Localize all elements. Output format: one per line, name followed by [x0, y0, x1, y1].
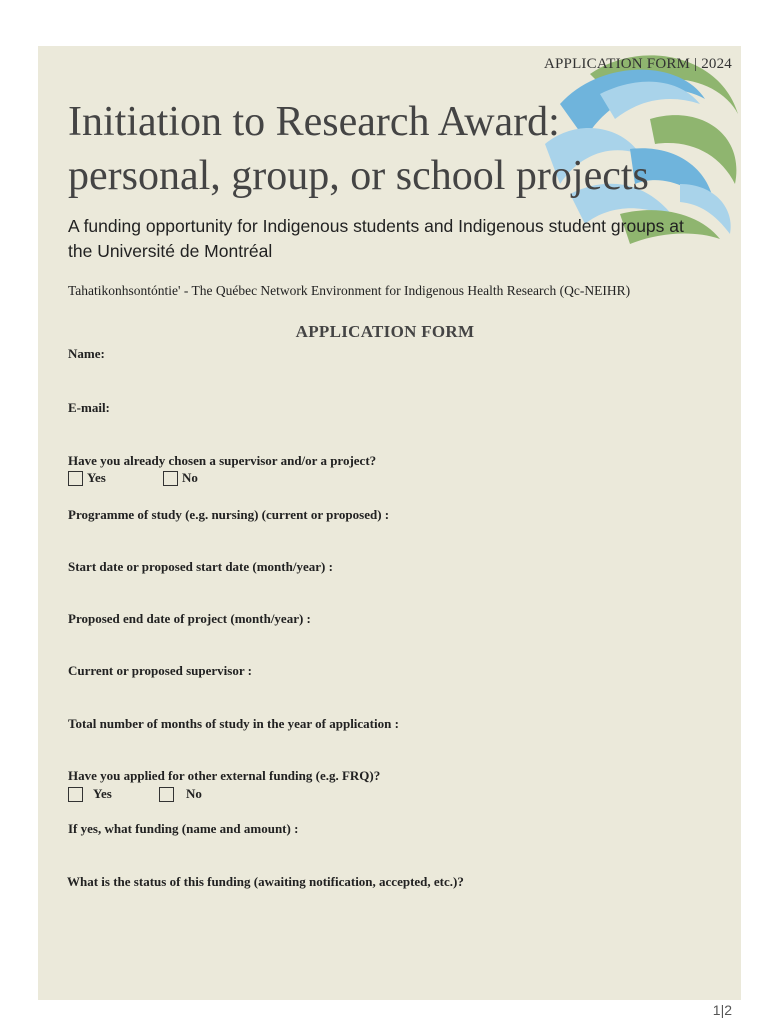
external-yes-label: Yes — [93, 786, 112, 801]
supervisor-no-checkbox[interactable] — [163, 470, 198, 486]
supervisor-yes-checkbox[interactable] — [68, 470, 106, 486]
page-number: 1|2 — [712, 1002, 732, 1018]
email-field[interactable]: E-mail: — [68, 400, 110, 415]
programme-field[interactable]: Programme of study (e.g. nursing) (current or proposed) : — [68, 507, 390, 522]
checkbox-icon[interactable] — [163, 471, 178, 486]
header-tag: APPLICATION FORM | 2024 — [543, 56, 732, 72]
network-name: Tahatikonhsontóntie' - The Québec Network Environment for Indigenous Health Research (Qc-NEIHR) — [68, 283, 631, 298]
form-heading: APPLICATION FORM — [295, 322, 475, 341]
external-funding-question: Have you applied for other external funding (e.g. FRQ)? — [68, 768, 381, 783]
title-line-2: personal, group, or school projects — [68, 153, 649, 199]
name-field[interactable]: Name: — [68, 346, 105, 361]
months-field[interactable]: Total number of months of study in the year of application : — [68, 716, 399, 731]
checkbox-icon[interactable] — [68, 471, 83, 486]
external-yes-checkbox[interactable] — [68, 786, 112, 802]
end-date-field[interactable]: Proposed end date of project (month/year) : — [68, 611, 311, 626]
checkbox-icon[interactable] — [159, 787, 174, 802]
external-no-checkbox[interactable] — [159, 786, 202, 802]
supervisor-no-label: No — [182, 470, 198, 485]
supervisor-field[interactable]: Current or proposed supervisor : — [68, 663, 252, 678]
external-no-label: No — [186, 786, 202, 801]
funding-status-field[interactable]: What is the status of this funding (awaiting notification, accepted, etc.)? — [67, 874, 464, 889]
supervisor-yes-label: Yes — [87, 470, 106, 485]
page-title — [68, 95, 649, 203]
start-date-field[interactable]: Start date or proposed start date (month/year) : — [68, 559, 333, 574]
checkbox-icon[interactable] — [68, 787, 83, 802]
subtitle: A funding opportunity for Indigenous students and Indigenous student groups at the Université de Montréal — [68, 216, 684, 261]
supervisor-question: Have you already chosen a supervisor and/or a project? — [68, 453, 377, 468]
title-line-1: Initiation to Research Award: — [68, 99, 560, 145]
funding-field[interactable]: If yes, what funding (name and amount) : — [68, 821, 299, 836]
